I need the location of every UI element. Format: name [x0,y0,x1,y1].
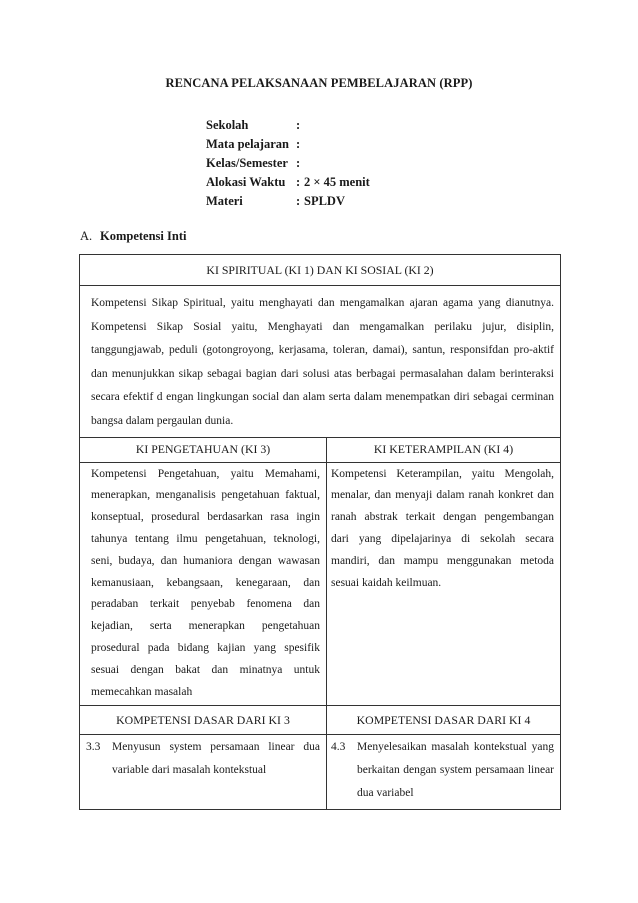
kd-4-item [331,736,554,805]
ki-3-4-header-row [80,437,561,462]
identity-colon: : [296,118,301,132]
kd-3-header: KOMPETENSI DASAR DARI KI 3 [80,706,327,735]
identity-label: Mata pelajaran [206,137,289,151]
identity-row-alokasi-waktu [206,173,370,192]
ki-3-4-body-row [80,462,561,706]
identity-colon: : [296,194,301,208]
identity-colon: : [296,175,301,189]
kd-header-row [80,706,561,735]
identity-row-materi [206,192,370,211]
ki-1-2-header-row [80,255,561,286]
ki-1-2-body-row [80,286,561,438]
section-heading [80,229,186,244]
kd-4-cell [327,735,561,810]
identity-value: 2 × 45 menit [304,175,370,189]
section-number: A. [80,229,93,243]
identity-colon: : [296,137,301,151]
identity-label: Kelas/Semester [206,156,288,170]
kd-3-item [86,736,320,782]
kd-4-number: 4.3 [331,741,346,754]
kompetensi-table [79,254,561,810]
ki-3-text: Kompetensi Pengetahuan, yaitu Memahami, menerapkan, menganalisis pengetahuan faktual, konseptual, prosedural berdasarkan rasa ingin tahunya tentang ilmu pengetahuan, teknologi, seni, budaya, dan humaniora dengan wawasan kemanusiaan, kebangsaan, kenegaraan, dan peradaban terkait penyebab fenomena dan kejadian, serta menerapkan pengetahuan prosedural pada bidang kajian yang spesifik sesuai dengan bakat dan minatnya untuk memecahkan masalah [80,462,327,706]
kd-3-text: Menyusun system persamaan linear dua variable dari masalah kontekstual [112,741,320,777]
identity-label: Sekolah [206,118,249,132]
kd-3-cell [80,735,327,810]
kd-3-number: 3.3 [86,741,101,754]
identity-label: Materi [206,194,243,208]
kd-body-row [80,735,561,810]
identity-label: Alokasi Waktu [206,175,286,189]
identity-row-mata-pelajaran [206,135,370,154]
document-title: RENCANA PELAKSANAAN PEMBELAJARAN (RPP) [165,76,473,90]
ki-3-header: KI PENGETAHUAN (KI 3) [80,437,327,462]
ki-4-header: KI KETERAMPILAN (KI 4) [327,437,561,462]
section-title: Kompetensi Inti [100,229,187,243]
kd-4-header: KOMPETENSI DASAR DARI KI 4 [327,706,561,735]
kd-4-text: Menyelesaikan masalah kontekstual yang berkaitan dengan system persamaan linear dua variabel [357,741,555,800]
identity-colon: : [296,156,301,170]
identity-row-kelas-semester [206,154,370,173]
ki-1-2-text: Kompetensi Sikap Spiritual, yaitu menghayati dan mengamalkan ajaran agama yang dianutnya. Kompetensi Sikap Sosial yaitu, Menghayati dan mengamalkan perilaku jujur, disiplin, tanggungjawab, peduli (gotongroyong, kerjasama, toleran, damai), santun, responsifdan pro-aktif dan menunjukkan sikap sebagai bagian dari solusi atas berbagai permasalahan dalam berinteraksi secara efektif d engan lingkungan social dan alam serta dalam menempatkan diri sebagai cerminan bangsa dalam pergaulan dunia. [80,286,561,438]
identity-block [206,116,370,211]
ki-4-text: Kompetensi Keterampilan, yaitu Mengolah, menalar, dan menyaji dalam ranah konkret dan ranah abstrak terkait dengan pengembangan dari yang dipelajarinya di sekolah secara mandiri, dan mampu menggunakan metoda sesuai kaidah keilmuan. [327,462,561,706]
ki-1-2-header: KI SPIRITUAL (KI 1) DAN KI SOSIAL (KI 2) [80,255,561,286]
identity-value: SPLDV [304,194,345,208]
identity-row-sekolah [206,116,370,135]
